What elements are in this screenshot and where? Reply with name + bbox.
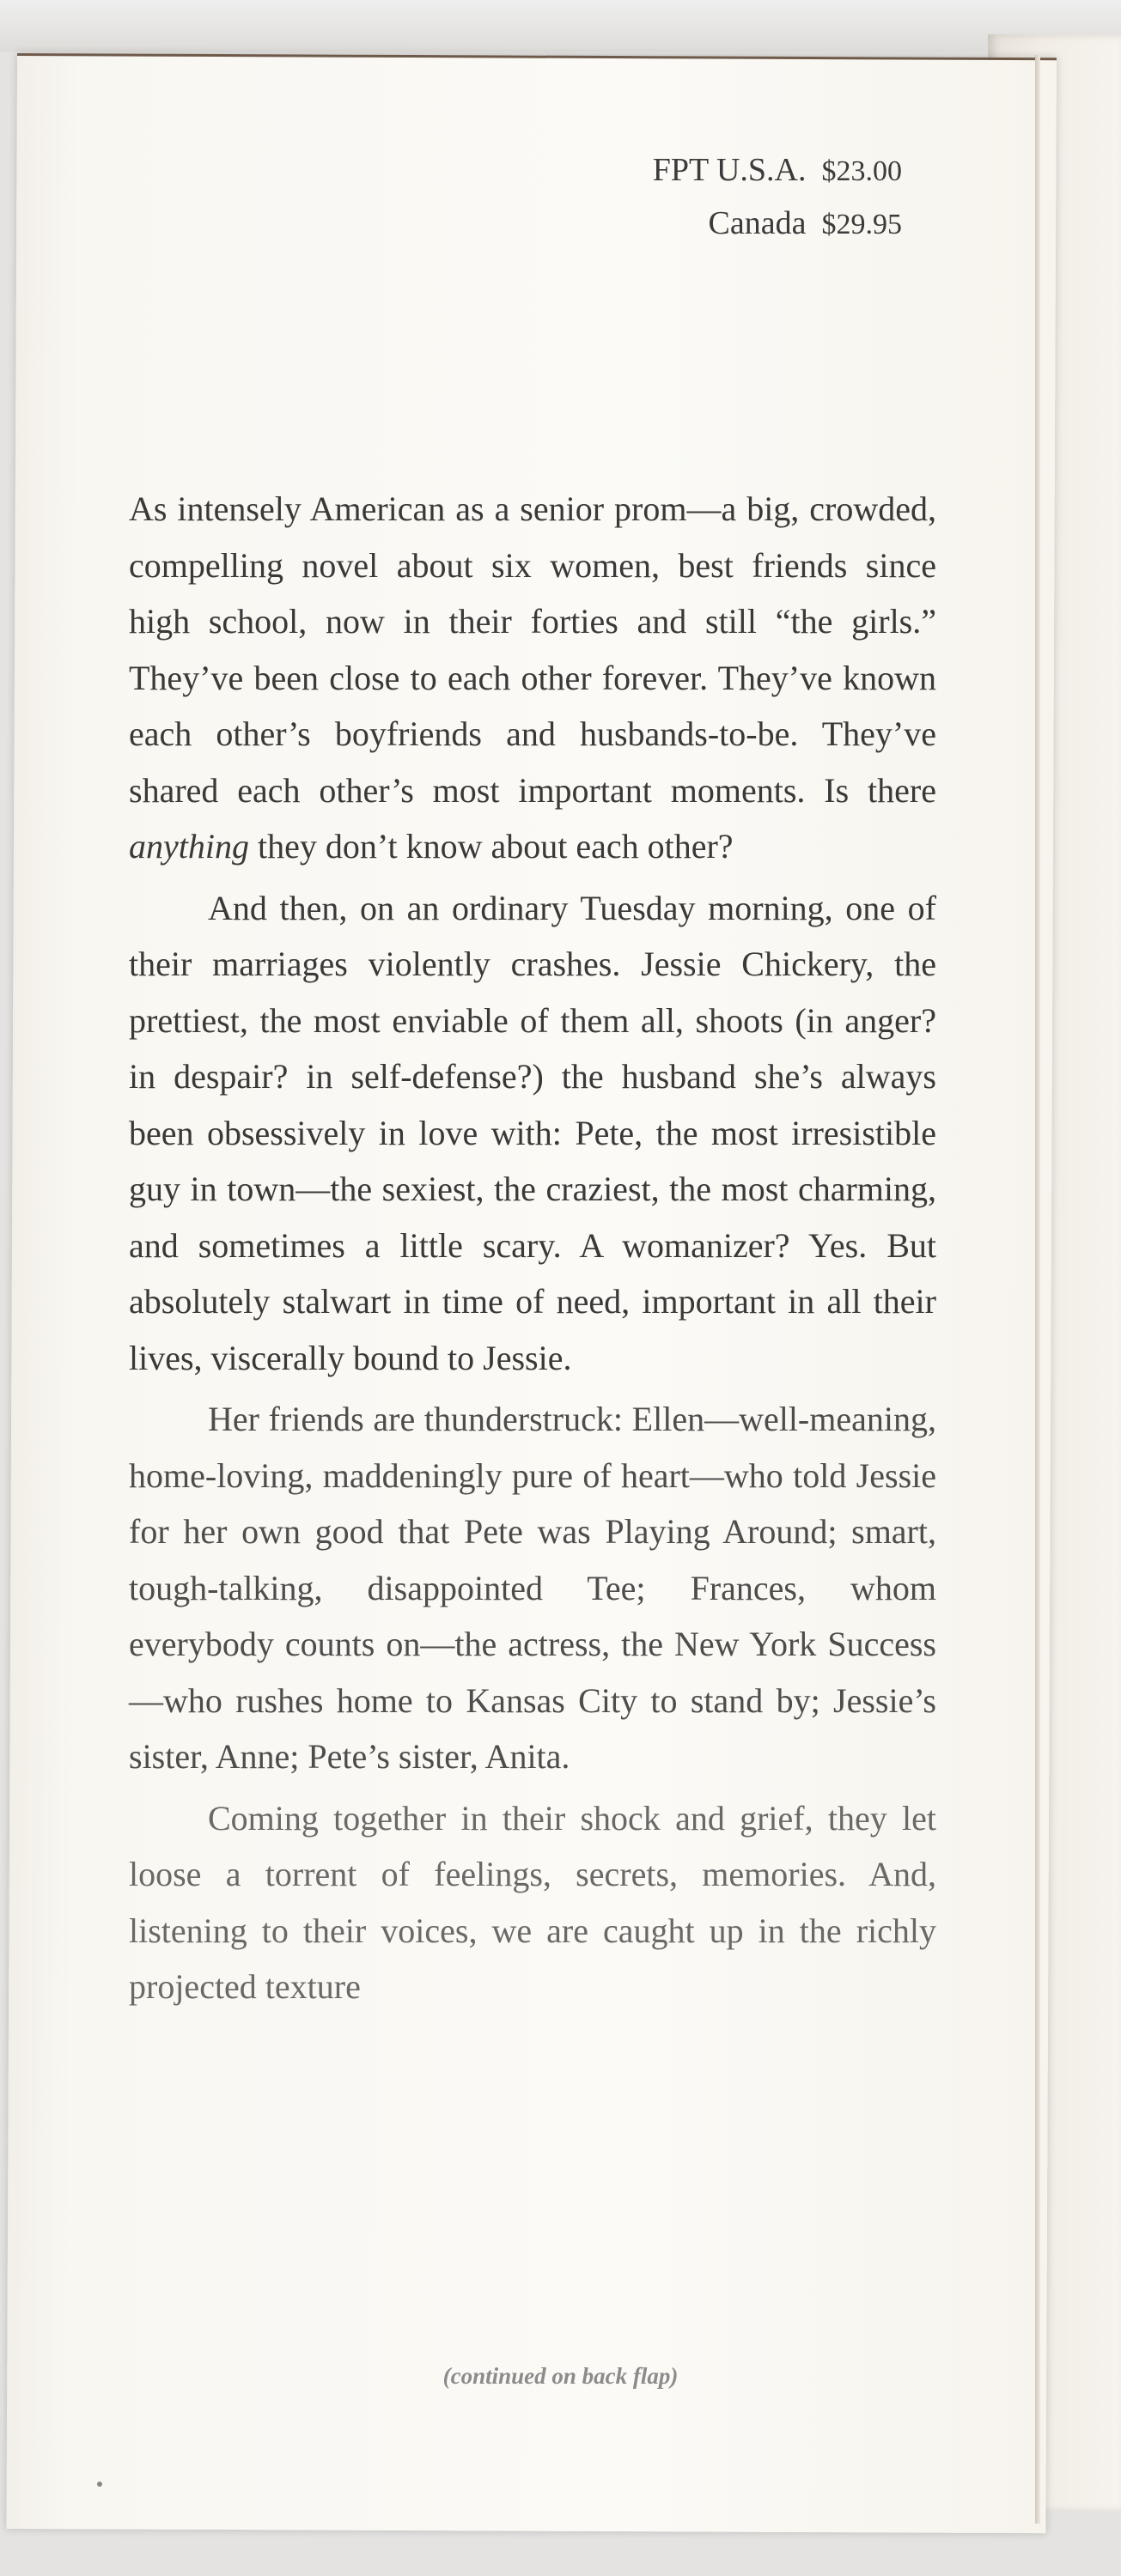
flap-right-edge [1035, 55, 1040, 2524]
canada-price-label: Canada [708, 205, 807, 241]
paragraph-2: And then, on an ordinary Tuesday morning, one of their marriages violently crashes. Jessie Chickery, the prettiest, the most enviable of them all, shoots (in anger? in despair? in self-defense?) the husband she’s always been obsessively in love with: Pete, the most irresistible guy in town—the sexiest, the craziest, the most charming, and sometimes a little scary. A womanizer? Yes. But absolutely stalwart in time of need, important in all their lives, viscerally bound to Jessie. [129, 888, 936, 1377]
price-block [533, 144, 902, 251]
us-price-amount: $23.00 [821, 155, 902, 187]
paragraph-1-start: As intensely American as a senior prom—a big, crowded, compelling novel about six women, best friends since high school, now in their forties and still “the girls.” They’ve been close to each other forever. They’ve known each other’s boyfriends and husbands-to-be. They’ve shared each other’s most important moments. Is there [129, 489, 936, 810]
paragraph-1-emphasis: anything [129, 827, 249, 866]
us-price-row [533, 144, 902, 197]
scan-background-top [0, 0, 1121, 52]
paragraph-3: Her friends are thunderstruck: Ellen—well-meaning, home-loving, maddeningly pure of heart—who told Jessie for her own good that Pete was Playing Around; smart, tough-talking, disappointed Tee; Frances, whom everybody counts on—the actress, the New York Success—who rushes home to Kansas City to stand by; Jessie’s sister, Anne; Pete’s sister, Anita. [129, 1400, 936, 1776]
scan-speck [97, 2482, 102, 2487]
flap-copy [129, 481, 936, 2020]
us-price-label: FPT U.S.A. [652, 152, 807, 188]
paragraph-1-end: they don’t know about each other? [248, 827, 734, 866]
canada-price-amount: $29.95 [821, 209, 902, 240]
canada-price-row [533, 197, 902, 251]
continued-note: (continued on back flap) [442, 2363, 679, 2389]
paragraph-4: Coming together in their shock and grief, they let loose a torrent of feelings, secrets, memories. And, listening to their voices, we are caught up in the richly projected texture [129, 1798, 936, 2006]
paragraph-1 [129, 481, 936, 875]
